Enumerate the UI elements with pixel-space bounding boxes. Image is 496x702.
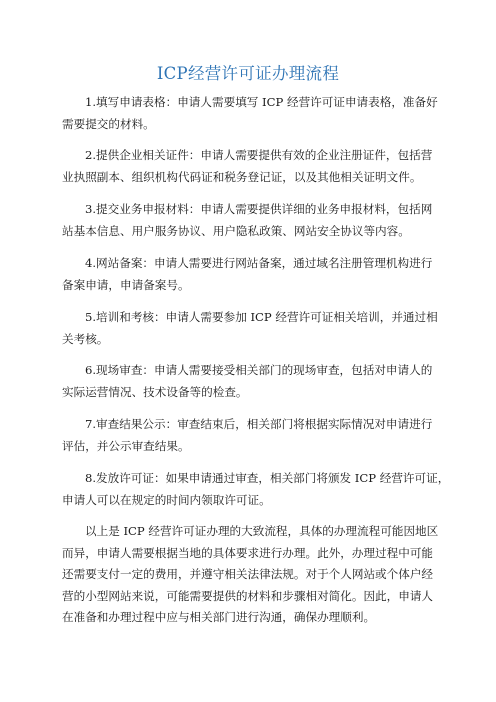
paragraph-line: 4.网站备案：申请人需要进行网站备案，通过域名注册管理机构进行 <box>85 256 433 270</box>
paragraph-line: 需要提交的材料。 <box>62 116 155 131</box>
paragraph-line: 6.现场审查：申请人需要接受相关部门的现场审查，包括对申请人的 <box>85 363 433 377</box>
paragraph-line: 7.审查结果公示：审查结束后，相关部门将根据实际情况对申请进行 <box>85 417 433 431</box>
paragraph-line: 2.提供企业相关证件：申请人需要提供有效的企业注册证件，包括营 <box>85 148 433 162</box>
paragraph-line: 站基本信息、用户服务协议、用户隐私政策、网站安全协议等内容。 <box>62 223 410 238</box>
step-paragraph-1 <box>62 92 444 135</box>
paragraph-line: 而异，申请人需要根据当地的具体要求进行办理。此外，办理过程中可能 <box>62 545 434 560</box>
step-paragraph-8 <box>62 468 450 511</box>
step-paragraph-4 <box>62 253 444 296</box>
step-paragraph-5 <box>62 307 444 350</box>
step-paragraph-6 <box>62 360 444 403</box>
paragraph-line: 8.发放许可证：如果申请通过审查，相关部门将颁发 ICP 经营许可证， <box>85 471 450 485</box>
paragraph-line: 营的小型网站来说，可能需要提供的材料和步骤相对简化。因此，申请人 <box>62 588 434 603</box>
paragraph-line: 以上是 ICP 经营许可证办理的大致流程，具体的办理流程可能因地区 <box>85 524 439 538</box>
paragraph-line: 备案申请，申请备案号。 <box>62 277 190 292</box>
step-paragraph-2 <box>62 145 444 188</box>
paragraph-line: 申请人可以在规定的时间内领取许可证。 <box>62 492 271 507</box>
paragraph-line: 1.填写申请表格：申请人需要填写 ICP 经营许可证申请表格，准备好 <box>85 95 438 109</box>
paragraph-line: 实际运营情况、技术设备等的检查。 <box>62 384 248 399</box>
paragraph-line: 关考核。 <box>62 331 109 346</box>
paragraph-line: 业执照副本、组织机构代码证和税务登记证，以及其他相关证明文件。 <box>62 169 422 184</box>
paragraph-line: 5.培训和考核：申请人需要参加 ICP 经营许可证相关培训，并通过相 <box>85 310 438 324</box>
summary-paragraph <box>62 521 444 629</box>
step-paragraph-3 <box>62 199 444 242</box>
document-title: ICP经营许可证办理流程 <box>156 64 340 83</box>
paragraph-line: 还需要支付一定的费用，并遵守相关法律法规。对于个人网站或个体户经 <box>62 567 434 581</box>
paragraph-line: 在准备和办理过程中应与相关部门进行沟通，确保办理顺利。 <box>62 610 376 624</box>
step-paragraph-7 <box>62 414 444 457</box>
paragraph-line: 3.提交业务申报材料：申请人需要提供详细的业务申报材料，包括网 <box>85 202 433 216</box>
paragraph-line: 评估，并公示审查结果。 <box>62 438 190 453</box>
